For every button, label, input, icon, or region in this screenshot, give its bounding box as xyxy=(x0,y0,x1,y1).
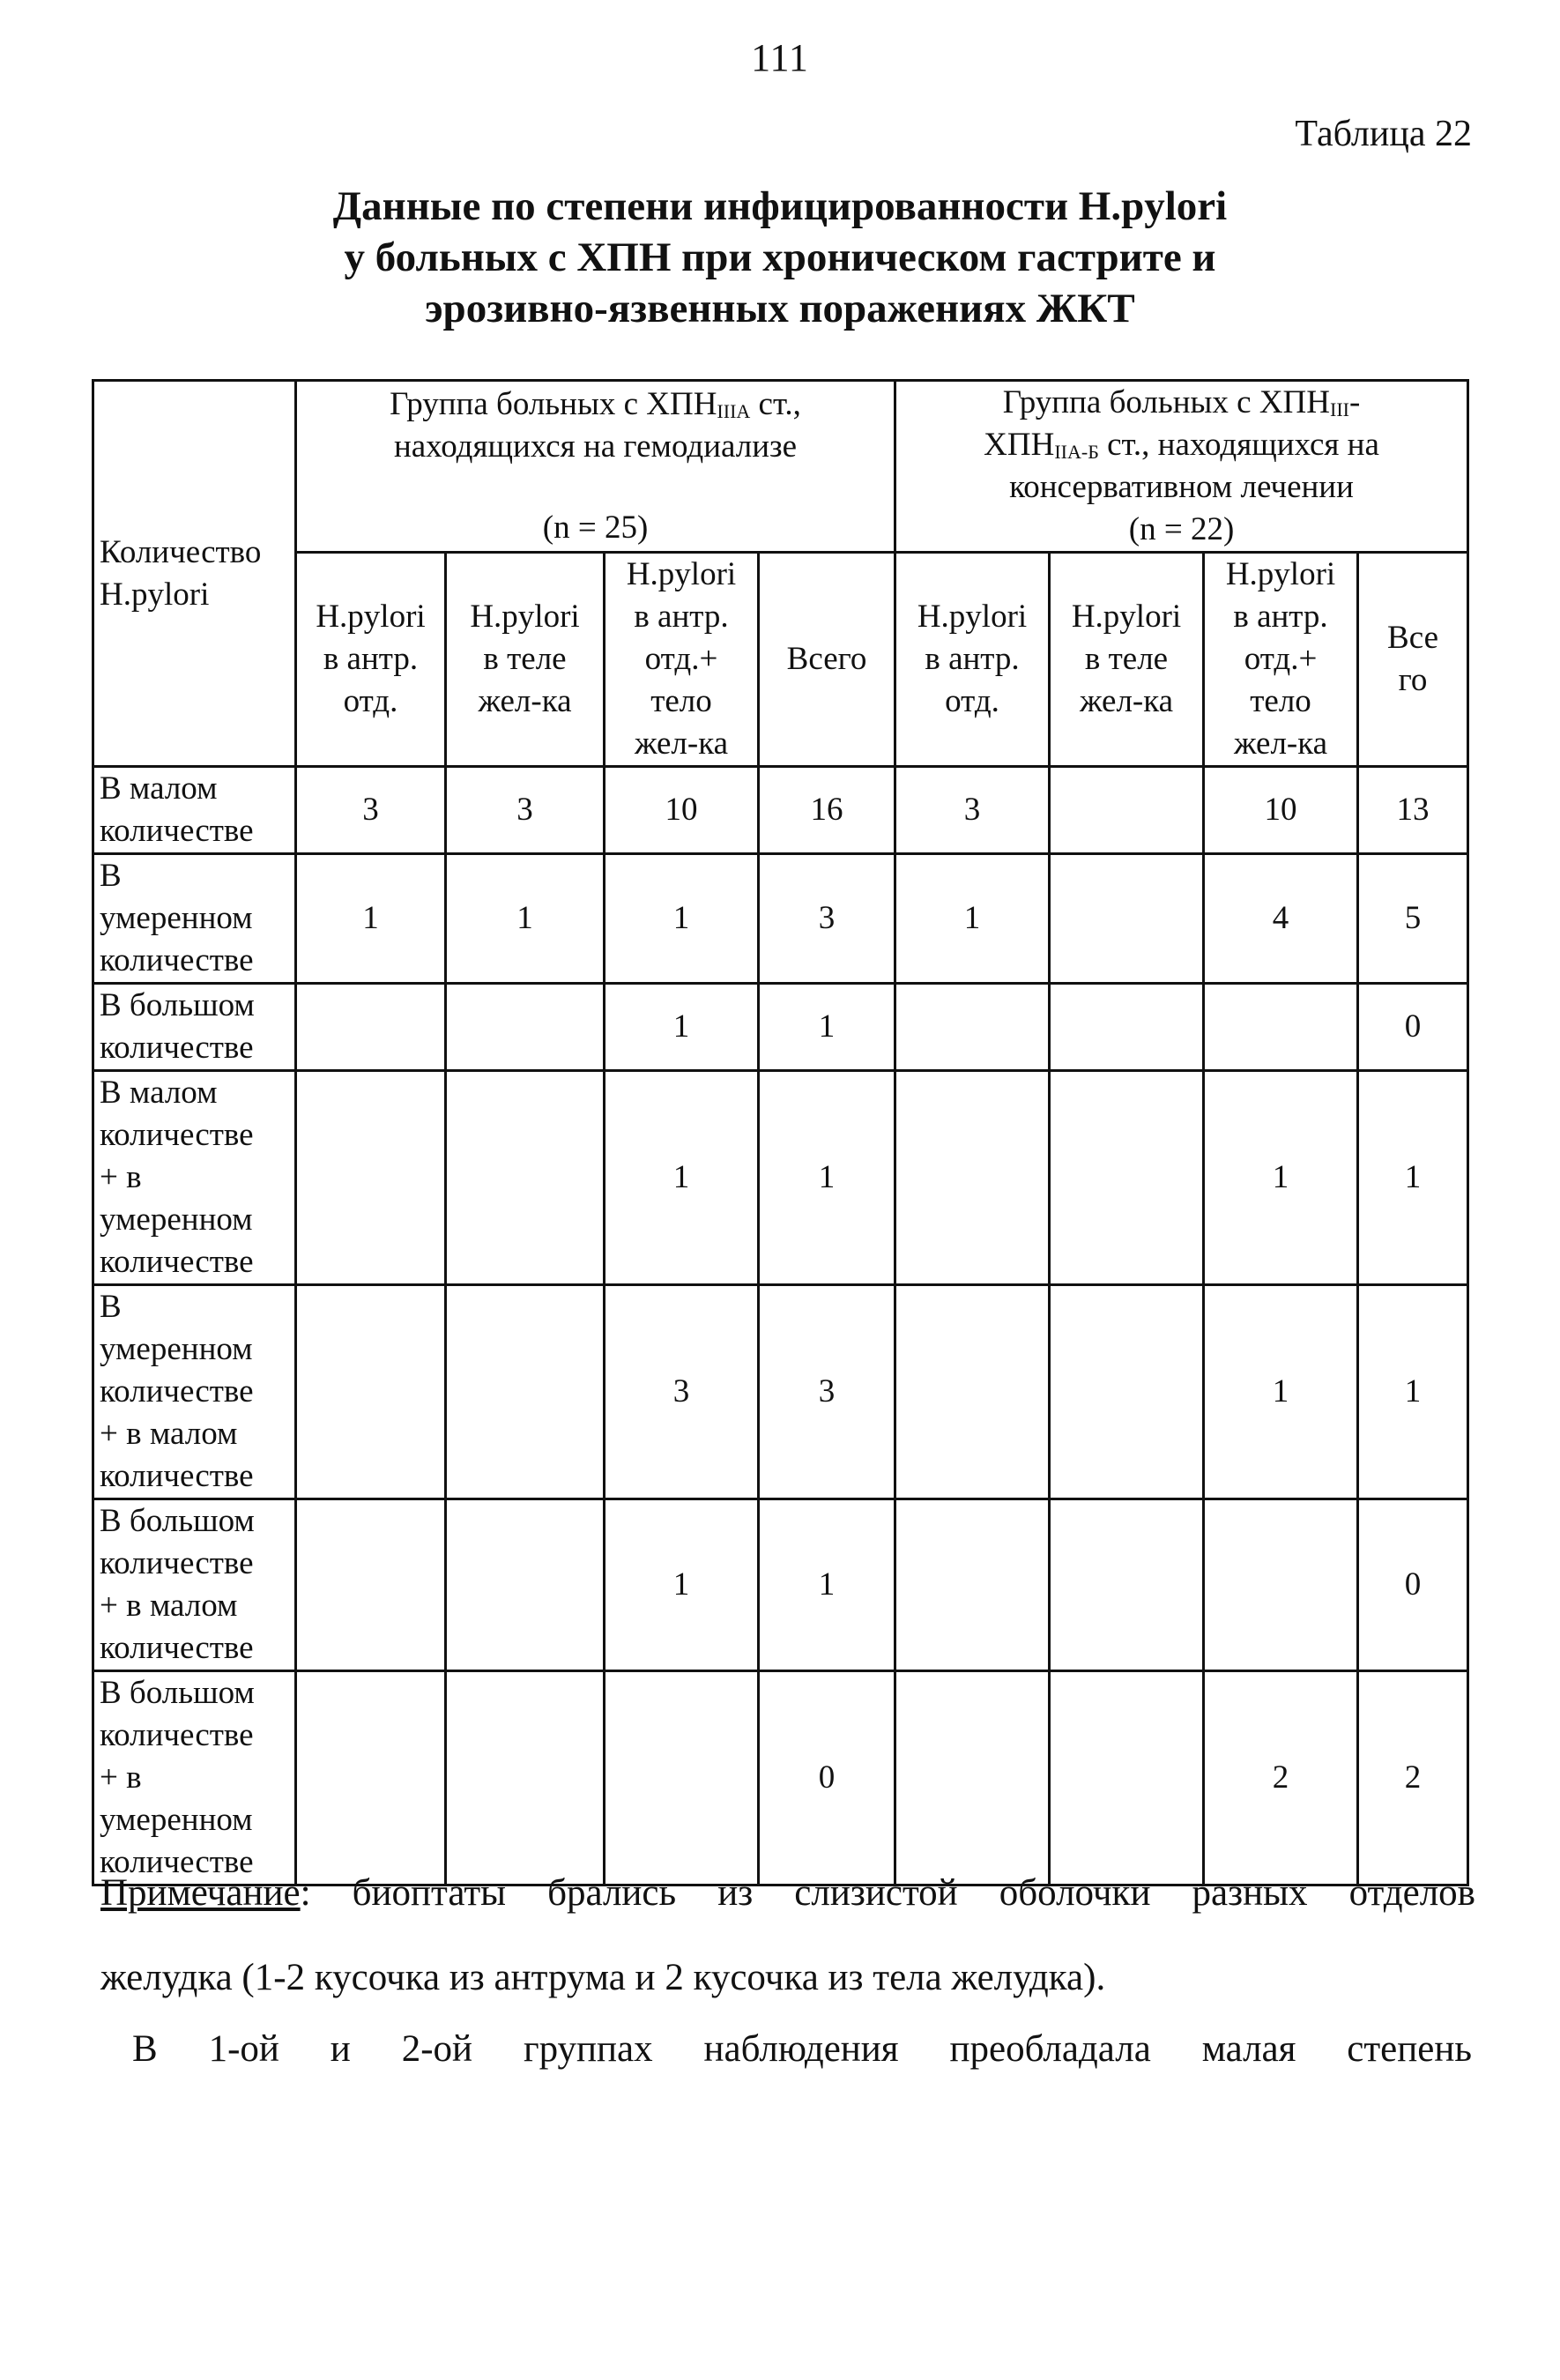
note-text: желудка (1-2 кусочка из антрума и 2 кусочка из тела желудка). xyxy=(100,1957,1106,1998)
table-cell: 1 xyxy=(1358,1285,1468,1499)
table-cell: 1 xyxy=(759,1499,895,1671)
column-header-line: жел-ка xyxy=(1233,725,1328,762)
table-row xyxy=(93,1671,1468,1885)
table-row xyxy=(93,1285,1468,1499)
table-cell xyxy=(296,1071,446,1285)
infection-degree-table xyxy=(92,379,1469,1886)
table-cell: 4 xyxy=(1204,854,1358,984)
table-cell xyxy=(1204,984,1358,1071)
column-header-line: отд.+ xyxy=(644,641,718,677)
row-label xyxy=(93,984,296,1071)
column-header-line: в антр. xyxy=(925,641,1020,677)
table-cell: 3 xyxy=(895,767,1050,854)
column-header-line: отд. xyxy=(945,683,999,719)
row-label xyxy=(93,767,296,854)
row-label-line: умеренном xyxy=(100,1201,253,1238)
column-header-line: жел-ка xyxy=(478,683,572,719)
table-cell xyxy=(296,984,446,1071)
row-label-line: В большом xyxy=(100,1675,255,1711)
row-label-line: умеренном xyxy=(100,900,253,936)
table-cell xyxy=(895,1285,1050,1499)
column-header-line: H.pylori xyxy=(917,599,1028,635)
row-label-line: + в xyxy=(100,1159,142,1195)
table-cell xyxy=(1050,1285,1204,1499)
column-header-line: H.pylori xyxy=(1071,599,1182,635)
table-cell: 2 xyxy=(1204,1671,1358,1885)
group2-header-text: консервативном лечении xyxy=(1009,469,1354,505)
column-header-line: отд.+ xyxy=(1244,641,1318,677)
corner-header-line: Количество xyxy=(100,533,262,570)
column-header xyxy=(1050,553,1204,767)
column-header xyxy=(895,553,1050,767)
table-cell: 1 xyxy=(759,984,895,1071)
corner-header-line: H.pylori xyxy=(100,576,210,613)
column-header-line: го xyxy=(1398,662,1428,698)
row-label-line: + в малом xyxy=(100,1416,238,1452)
group2-header-text: Группа больных с ХПН xyxy=(1002,384,1330,420)
table-title-line: у больных с ХПН при хроническом гастрите и xyxy=(344,234,1216,280)
table-cell xyxy=(605,1671,759,1885)
corner-header xyxy=(93,381,296,767)
row-label-line: + в xyxy=(100,1759,142,1796)
column-header-line: жел-ка xyxy=(634,725,729,762)
table-cell: 1 xyxy=(605,1071,759,1285)
table-cell: 0 xyxy=(1358,984,1468,1071)
table-cell xyxy=(296,1671,446,1885)
group1-stage-subscript: IIIA xyxy=(717,400,751,422)
table-cell xyxy=(446,1671,605,1885)
column-header-line: H.pylori xyxy=(1225,556,1336,592)
table-cell: 1 xyxy=(895,854,1050,984)
table-cell: 3 xyxy=(759,854,895,984)
column-header-line: Всего xyxy=(786,641,867,677)
table-cell: 1 xyxy=(605,854,759,984)
note-label: Примечание xyxy=(100,1872,301,1914)
table-row xyxy=(93,1499,1468,1671)
column-header xyxy=(1358,553,1468,767)
row-label-line: количестве xyxy=(100,1373,254,1409)
column-header-line: отд. xyxy=(343,683,398,719)
table-cell xyxy=(1204,1499,1358,1671)
note-text: : биоптаты брались из слизистой оболочки разных отделов xyxy=(300,1872,1475,1914)
table-cell: 3 xyxy=(605,1285,759,1499)
table-cell: 10 xyxy=(605,767,759,854)
row-label xyxy=(93,1071,296,1285)
column-header-line: H.pylori xyxy=(626,556,737,592)
table-row xyxy=(93,767,1468,854)
column-header-line: в антр. xyxy=(634,599,729,635)
table-cell xyxy=(895,1071,1050,1285)
column-header xyxy=(296,553,446,767)
column-header-line: в теле xyxy=(1084,641,1169,677)
group1-header-text: ст., xyxy=(750,386,801,422)
column-header-line: H.pylori xyxy=(470,599,580,635)
group1-header-text: Группа больных с ХПН xyxy=(390,386,717,422)
row-label-line: количестве xyxy=(100,1717,254,1753)
row-label xyxy=(93,854,296,984)
column-header xyxy=(759,553,895,767)
table-cell xyxy=(1050,1671,1204,1885)
row-label-line: количестве xyxy=(100,942,254,978)
group2-stage-subscript: III xyxy=(1330,398,1349,420)
table-cell: 3 xyxy=(446,767,605,854)
table-cell: 1 xyxy=(1358,1071,1468,1285)
table-cell: 10 xyxy=(1204,767,1358,854)
row-label-line: количестве xyxy=(100,1545,254,1581)
row-label-line: количестве xyxy=(100,1244,254,1280)
column-header xyxy=(446,553,605,767)
table-title-line: эрозивно-язвенных поражениях ЖКТ xyxy=(425,286,1135,331)
column-header xyxy=(1204,553,1358,767)
table-cell: 1 xyxy=(759,1071,895,1285)
column-header-line: в антр. xyxy=(1233,599,1328,635)
table-row xyxy=(93,984,1468,1071)
table-cell: 1 xyxy=(605,984,759,1071)
row-label-line: В большом xyxy=(100,987,255,1023)
row-label-line: умеренном xyxy=(100,1802,253,1838)
group2-sample-size: (n = 22) xyxy=(1128,511,1235,547)
column-header-line: H.pylori xyxy=(316,599,426,635)
column-header-line: тело xyxy=(650,683,712,719)
table-cell xyxy=(296,1499,446,1671)
body-paragraph: В 1-ой и 2-ой группах наблюдения преобладала малая степень xyxy=(132,2028,1472,2070)
row-label-line: количестве xyxy=(100,1030,254,1066)
table-cell xyxy=(446,1071,605,1285)
row-label-line: В малом xyxy=(100,1075,218,1111)
row-label-line: В большом xyxy=(100,1503,255,1539)
table-cell: 1 xyxy=(1204,1071,1358,1285)
row-label-line: В xyxy=(100,1289,122,1325)
table-row xyxy=(93,854,1468,984)
column-header xyxy=(605,553,759,767)
table-row xyxy=(93,1071,1468,1285)
group2-header-text: ст., находящихся на xyxy=(1098,427,1379,463)
table-cell: 13 xyxy=(1358,767,1468,854)
group2-stage-subscript: IIA-Б xyxy=(1054,441,1099,463)
row-label-line: количестве xyxy=(100,813,254,849)
table-cell xyxy=(895,1671,1050,1885)
table-title xyxy=(0,181,1560,334)
column-header-line: Все xyxy=(1387,620,1439,656)
table-cell: 1 xyxy=(605,1499,759,1671)
table-cell xyxy=(1050,984,1204,1071)
column-header-line: в теле xyxy=(483,641,567,677)
page-number: 111 xyxy=(751,36,809,79)
table-cell xyxy=(895,1499,1050,1671)
table-cell: 0 xyxy=(1358,1499,1468,1671)
row-label xyxy=(93,1499,296,1671)
group2-header-text: ХПН xyxy=(984,427,1055,463)
table-cell xyxy=(446,984,605,1071)
row-label-line: + в малом xyxy=(100,1588,238,1624)
table-cell: 0 xyxy=(759,1671,895,1885)
row-label-line: В xyxy=(100,858,122,894)
group1-header xyxy=(296,381,895,553)
row-label-line: количестве xyxy=(100,1458,254,1494)
table-note xyxy=(100,1869,1475,2003)
table-cell xyxy=(1050,1499,1204,1671)
column-header-line: в антр. xyxy=(323,641,419,677)
table-cell xyxy=(446,1499,605,1671)
row-label xyxy=(93,1285,296,1499)
table-cell: 16 xyxy=(759,767,895,854)
column-header-line: тело xyxy=(1250,683,1311,719)
row-label-line: В малом xyxy=(100,770,218,807)
table-title-line: Данные по степени инфицированности H.pylori xyxy=(332,183,1228,229)
table-cell xyxy=(1050,854,1204,984)
table-cell: 3 xyxy=(759,1285,895,1499)
table-cell xyxy=(446,1285,605,1499)
row-label-line: умеренном xyxy=(100,1331,253,1367)
row-label-line: количестве xyxy=(100,1630,254,1666)
table-cell xyxy=(1050,1071,1204,1285)
row-label-line: количестве xyxy=(100,1117,254,1153)
group2-header-text: - xyxy=(1348,384,1361,420)
table-cell: 2 xyxy=(1358,1671,1468,1885)
group1-header-text: находящихся на гемодиализе xyxy=(393,428,798,465)
group2-header xyxy=(895,381,1468,553)
table-cell: 5 xyxy=(1358,854,1468,984)
table-cell xyxy=(895,984,1050,1071)
table-cell: 1 xyxy=(1204,1285,1358,1499)
table-cell: 1 xyxy=(446,854,605,984)
table-cell: 1 xyxy=(296,854,446,984)
table-label: Таблица 22 xyxy=(1295,114,1472,154)
row-label-line: количестве xyxy=(100,1844,254,1880)
column-header-line: жел-ка xyxy=(1079,683,1174,719)
group1-sample-size: (n = 25) xyxy=(542,509,649,546)
row-label xyxy=(93,1671,296,1885)
table-cell xyxy=(296,1285,446,1499)
table-cell: 3 xyxy=(296,767,446,854)
table-cell xyxy=(1050,767,1204,854)
